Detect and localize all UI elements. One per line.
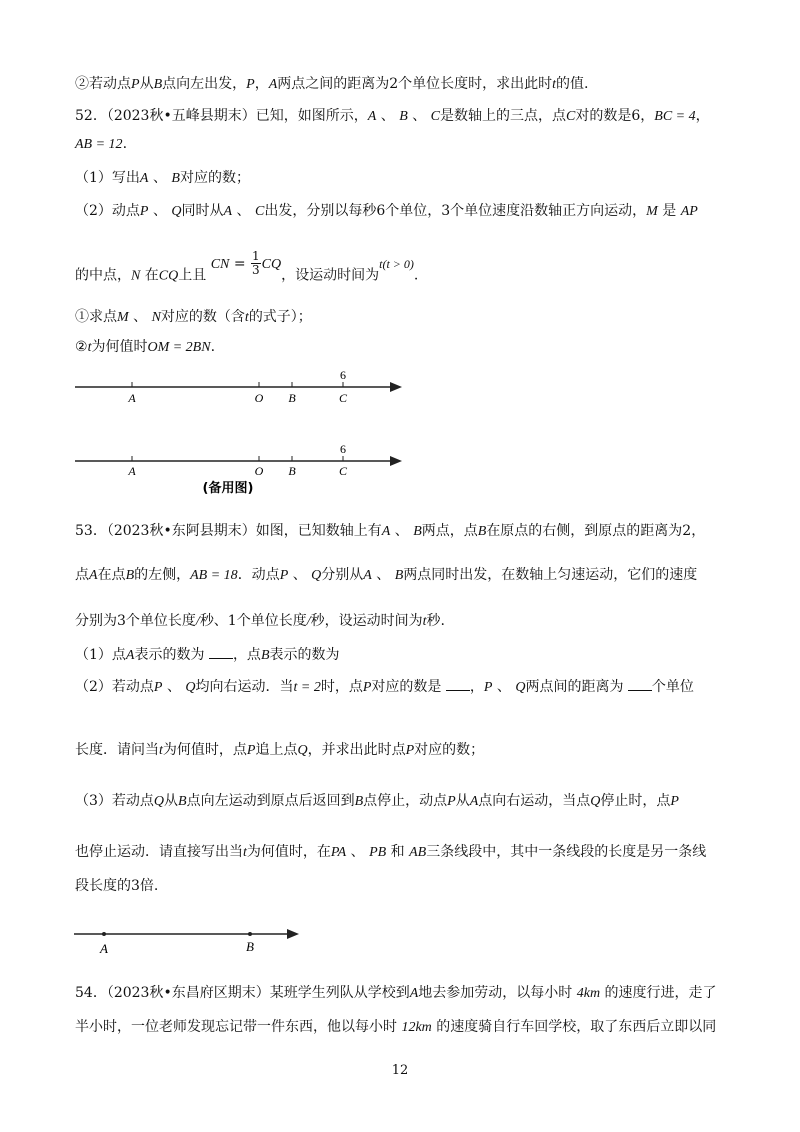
number-line-spare	[75, 442, 402, 496]
label-c-value-2: 6	[340, 442, 346, 456]
answer-blank[interactable]	[446, 678, 470, 691]
problem53-q1: （1）点A表示的数为 ，点B表示的数为	[75, 647, 340, 663]
number-line-main	[75, 368, 402, 405]
label-o-2: O	[254, 464, 264, 478]
label-o: O	[254, 391, 264, 405]
problem53-q2-line2: 长度．请问当t为何值时，点P追上点Q，并求出此时点P对应的数；	[75, 742, 485, 758]
label-a: A	[128, 391, 136, 405]
label-c: C	[338, 391, 348, 405]
problem52-sub2: ②t为何值时OM = 2BN.	[75, 339, 216, 355]
fraction-one-third: $\frac{1}{3}$	[252, 249, 260, 277]
problem52-sub1: ①求点M 、 N对应的数（含t的式子）；	[75, 309, 312, 325]
problem53-q3: （3）若动点Q从B点向左运动到原点后返回到B点停止，动点P从A点向右运动，当点Q停止时，点P	[75, 793, 679, 809]
label-b-2: B	[288, 464, 296, 478]
label-a: A	[100, 941, 108, 956]
label-b: B	[246, 939, 254, 954]
label-a-2: A	[128, 464, 136, 478]
problem53-q3-line2: 也停止运动．请直接写出当t为何值时，在PA 、 PB 和 AB三条线段中，其中一条线段的长度是另一条线	[75, 844, 707, 860]
answer-blank[interactable]	[209, 646, 233, 659]
problem52-ab: AB = 12.	[75, 136, 128, 152]
problem51-part2: ②若动点P从B点向左出发，P，A两点之间的距离为2个单位长度时，求出此时t的值.	[75, 76, 589, 92]
answer-blank[interactable]	[628, 678, 652, 691]
problem54-line2: 半小时，一位老师发现忘记带一件东西，他以每小时 12km 的速度骑自行车回学校，取了东西后立即以同	[75, 1019, 717, 1035]
problem52-statement: 52．（2023秋•五峰县期末）已知，如图所示，A 、 B 、 C是数轴上的三点，点C对的数是6，BC = 4，	[75, 108, 710, 124]
problem52-q2-line2: 的中点，N 在CQ上且 CN = $\frac{1}{3}$ CQ，设运动时间为t(t > 0).	[75, 249, 419, 284]
problem52-q2: （2）动点P 、 Q同时从A 、 C出发，分别以每秒6个单位，3个单位速度沿数轴正方向运动，M 是 AP	[75, 203, 698, 219]
problem53-line1: 53．（2023秋•东阿县期末）如图，已知数轴上有A 、 B两点，点B在原点的右侧，到原点的距离为2，	[75, 523, 706, 539]
problem52-q1: （1）写出A 、 B对应的数；	[75, 170, 250, 186]
number-line-figure-53	[72, 925, 302, 960]
label-c-2: C	[338, 464, 348, 478]
problem53-line3: 分别为3个单位长度/秒、1个单位长度/秒，设运动时间为t秒.	[75, 613, 445, 629]
figure-caption: (备用图)	[202, 481, 254, 496]
problem53-q3-line3: 段长度的3倍.	[75, 878, 159, 894]
label-b: B	[288, 391, 296, 405]
label-c-value: 6	[340, 368, 346, 382]
problem53-q2: （2）若动点P 、 Q均向右运动．当t = 2时，点P对应的数是 ，P 、 Q两点间的距离为 个单位	[75, 679, 694, 695]
number-line-figure-52	[70, 365, 410, 500]
problem53-line2: 点A在点B的左侧，AB = 18．动点P 、 Q分别从A 、 B两点同时出发，在数轴上匀速运动，它们的速度	[75, 567, 698, 583]
page-number: 12	[391, 1063, 409, 1078]
problem54-line1: 54．（2023秋•东昌府区期末）某班学生列队从学校到A地去参加劳动，以每小时 4km 的速度行进，走了	[75, 985, 717, 1001]
